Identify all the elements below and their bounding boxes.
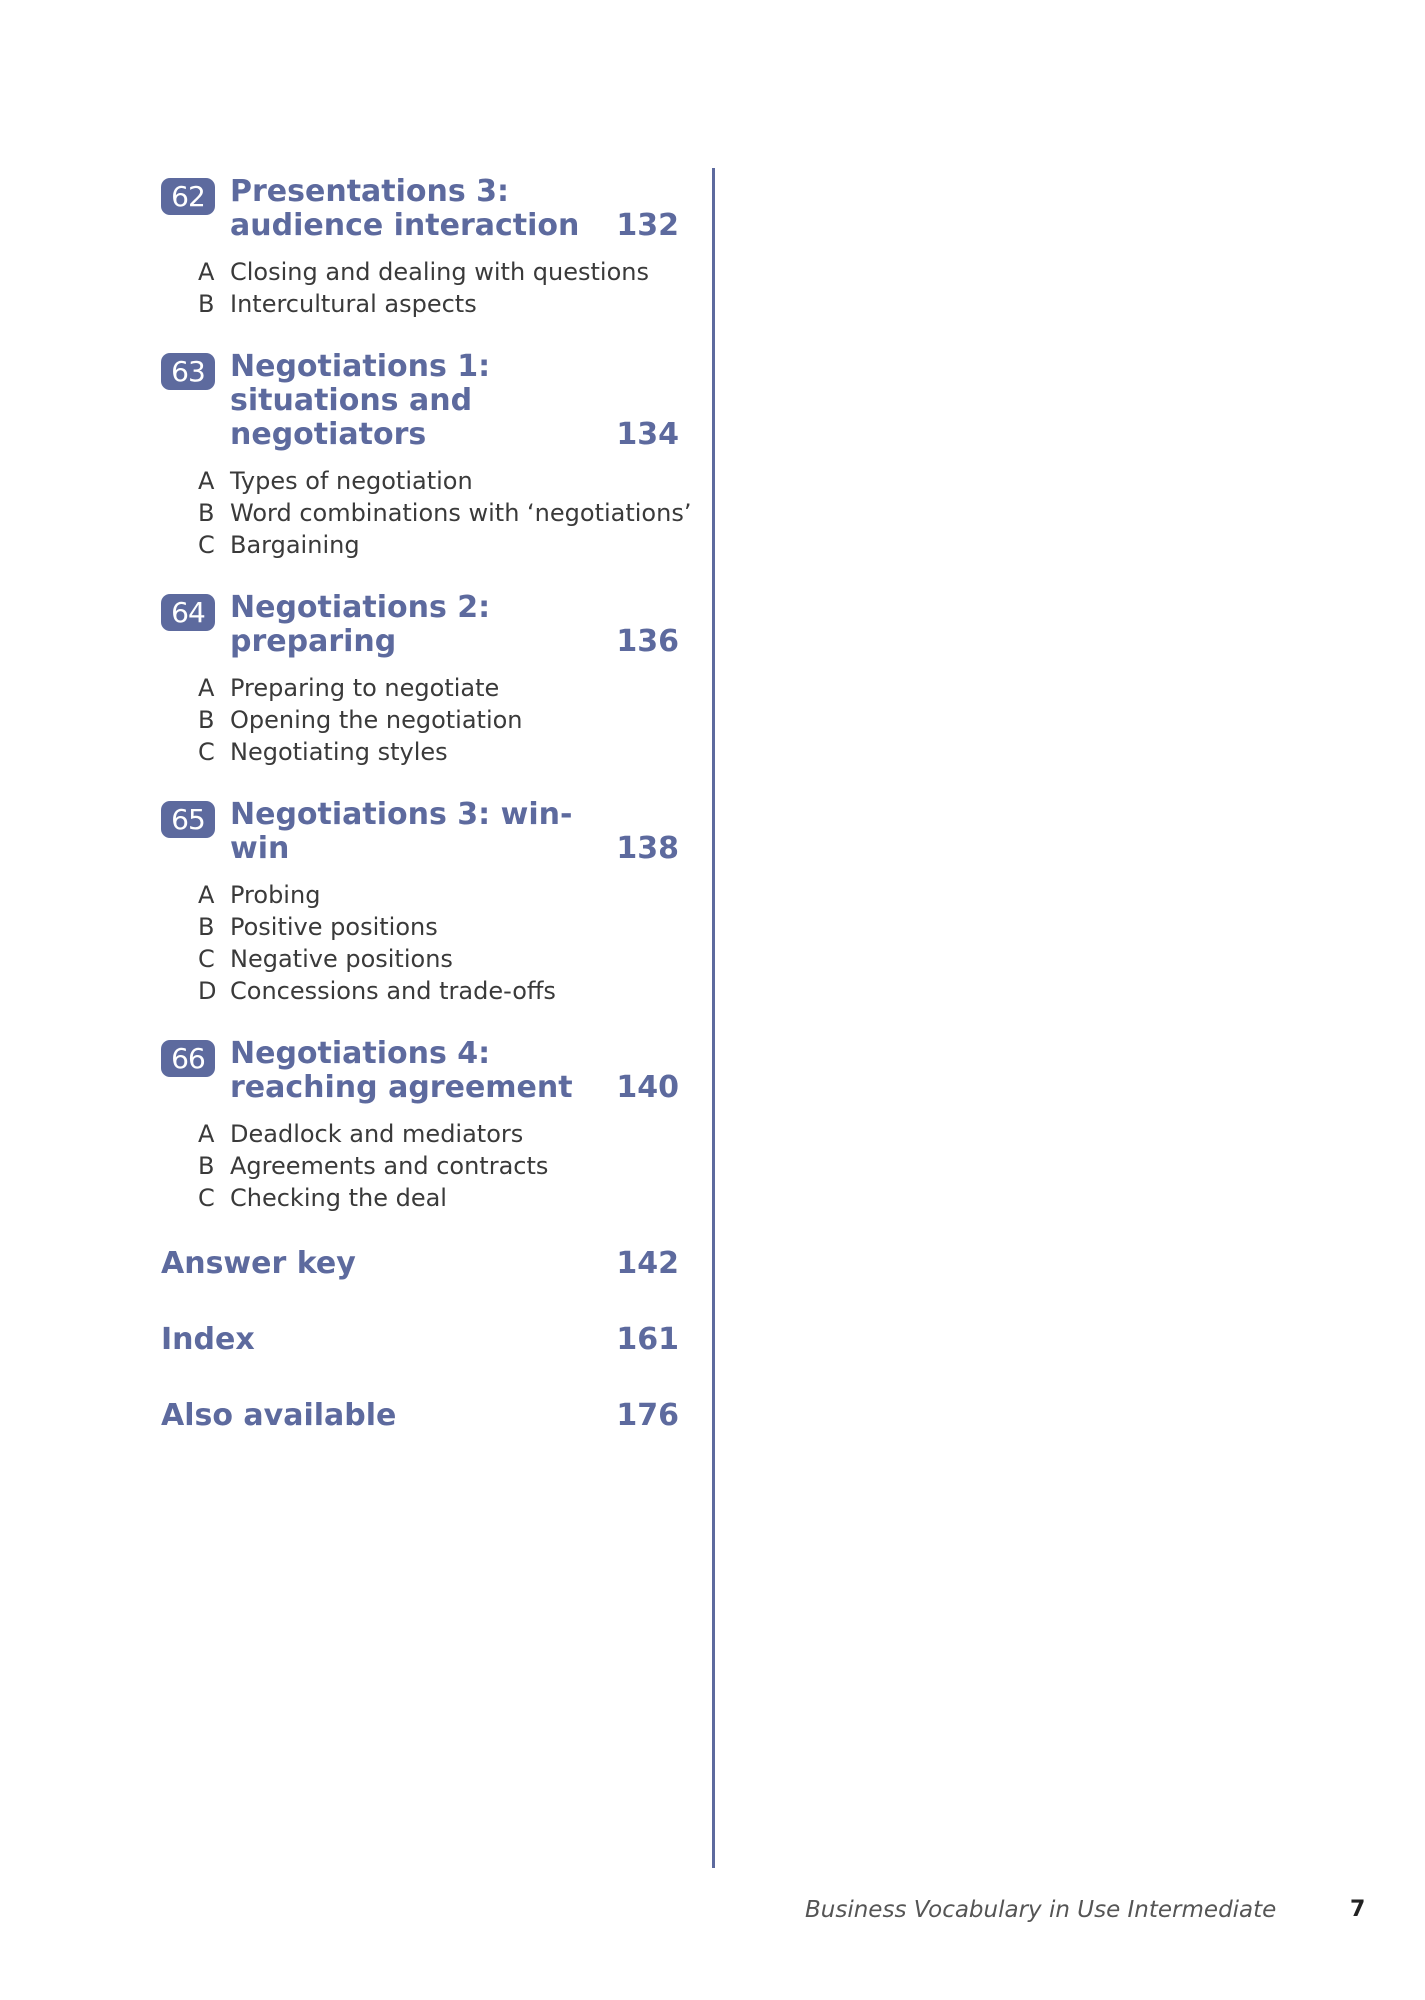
extra-page-number: 142 xyxy=(616,1246,679,1281)
subsection-text: Positive positions xyxy=(230,913,438,941)
subsection-item xyxy=(198,879,679,911)
footer-book-title: Business Vocabulary in Use Intermediate xyxy=(805,1897,1277,1923)
subsection-text: Probing xyxy=(230,881,321,909)
unit-page-number: 140 xyxy=(616,1070,679,1105)
unit-subsections xyxy=(161,256,679,320)
subsection-text: Agreements and contracts xyxy=(230,1152,549,1180)
also-available-entry xyxy=(161,1396,679,1436)
unit-number-badge: 63 xyxy=(161,353,215,390)
unit-page-number: 132 xyxy=(616,208,679,243)
unit-header xyxy=(161,175,679,243)
unit-title: Negotiations 3: win-win xyxy=(230,797,573,866)
subsection-letter: B xyxy=(198,290,215,318)
subsection-item xyxy=(198,975,679,1007)
unit-title: Negotiations 4: reaching agreement xyxy=(230,1036,573,1105)
subsection-item xyxy=(198,1118,679,1150)
unit-title: Negotiations 2: preparing xyxy=(230,590,491,659)
subsection-text: Negative positions xyxy=(230,945,453,973)
footer-page-number: 7 xyxy=(1350,1897,1366,1922)
unit-number-badge: 64 xyxy=(161,594,215,631)
subsection-letter: B xyxy=(198,1152,215,1180)
unit-page-number: 134 xyxy=(616,417,679,452)
subsection-letter: A xyxy=(198,467,215,495)
subsection-item xyxy=(198,911,679,943)
unit-page-number: 138 xyxy=(616,831,679,866)
subsection-text: Negotiating styles xyxy=(230,738,448,766)
subsection-letter: C xyxy=(198,531,215,559)
extra-page-number: 176 xyxy=(616,1398,679,1433)
subsection-letter: A xyxy=(198,881,215,909)
subsection-letter: B xyxy=(198,706,215,734)
unit-header xyxy=(161,1037,679,1105)
subsection-text: Checking the deal xyxy=(230,1184,447,1212)
table-of-contents xyxy=(161,174,692,1472)
subsection-text: Opening the negotiation xyxy=(230,706,523,734)
subsection-letter: A xyxy=(198,674,215,702)
subsection-item xyxy=(198,943,679,975)
unit-entry xyxy=(161,798,679,1007)
subsection-text: Deadlock and mediators xyxy=(230,1120,524,1148)
unit-page-number: 136 xyxy=(616,624,679,659)
subsection-letter: C xyxy=(198,945,215,973)
extra-title: Index xyxy=(161,1322,255,1357)
subsection-letter: C xyxy=(198,738,215,766)
subsection-letter: B xyxy=(198,499,215,527)
extra-title: Answer key xyxy=(161,1246,356,1281)
extra-page-number: 161 xyxy=(616,1322,679,1357)
unit-title: Presentations 3: audience interaction xyxy=(230,174,580,243)
unit-number-badge: 65 xyxy=(161,801,215,838)
unit-entry xyxy=(161,175,679,320)
subsection-letter: A xyxy=(198,1120,215,1148)
unit-entry xyxy=(161,591,679,768)
subsection-letter: C xyxy=(198,1184,215,1212)
unit-header xyxy=(161,591,679,659)
unit-subsections xyxy=(161,672,679,768)
subsection-text: Intercultural aspects xyxy=(230,290,477,318)
column-divider-line xyxy=(712,168,715,1868)
subsection-item xyxy=(198,736,679,768)
subsection-item xyxy=(198,529,679,561)
subsection-text: Preparing to negotiate xyxy=(230,674,500,702)
unit-number-badge: 66 xyxy=(161,1040,215,1077)
unit-subsections xyxy=(161,465,692,561)
unit-entry xyxy=(161,1037,679,1214)
subsection-letter: D xyxy=(198,977,217,1005)
subsection-item xyxy=(198,465,679,497)
subsection-item xyxy=(198,1182,679,1214)
subsection-text: Bargaining xyxy=(230,531,360,559)
subsection-letter: B xyxy=(198,913,215,941)
unit-header xyxy=(161,798,679,866)
subsection-item xyxy=(198,1150,679,1182)
subsection-text: Word combinations with ‘negotiations’ xyxy=(230,499,692,527)
answer-key-entry xyxy=(161,1244,679,1284)
subsection-letter: A xyxy=(198,258,215,286)
subsection-item xyxy=(198,672,679,704)
unit-title: Negotiations 1: situations and negotiators xyxy=(230,349,491,452)
subsection-text: Concessions and trade-offs xyxy=(230,977,556,1005)
subsection-item xyxy=(198,256,679,288)
subsection-item xyxy=(198,704,679,736)
unit-header xyxy=(161,350,679,452)
subsection-item xyxy=(198,497,692,529)
subsection-text: Types of negotiation xyxy=(230,467,473,495)
subsection-text: Closing and dealing with questions xyxy=(230,258,649,286)
unit-subsections xyxy=(161,1118,679,1214)
subsection-item xyxy=(198,288,679,320)
unit-entry xyxy=(161,349,692,561)
unit-number-badge: 62 xyxy=(161,178,215,215)
extra-title: Also available xyxy=(161,1398,397,1433)
index-entry xyxy=(161,1320,679,1360)
unit-subsections xyxy=(161,879,679,1007)
